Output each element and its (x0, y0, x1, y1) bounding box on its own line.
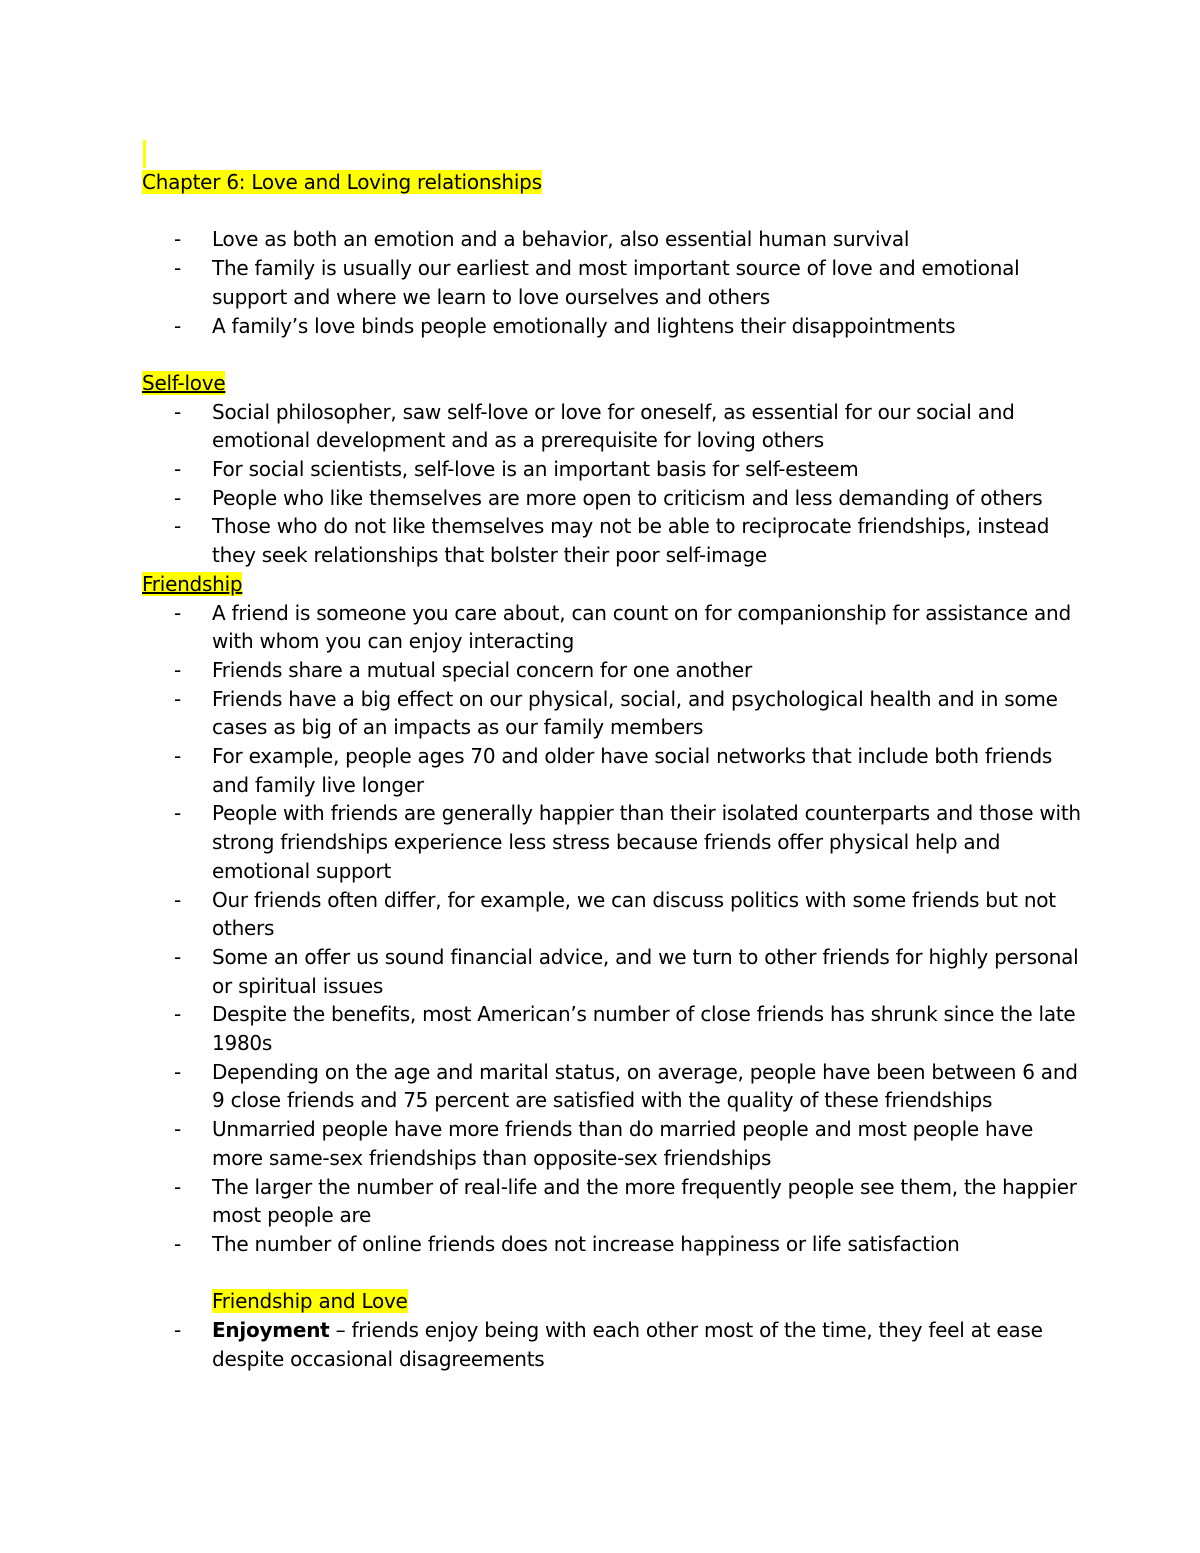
bullet-dash: - (174, 600, 181, 625)
self-love-heading (142, 369, 1082, 398)
bullet-dash: - (174, 657, 181, 682)
list-item: - Depending on the age and marital status, on average, people have been between 6 and 9 close friends and 75 percent are satisfied with the quality of these friendships (174, 1059, 1078, 1113)
list-item: - People with friends are generally happier than their isolated counterparts and those with strong friendships experience less stress because friends offer physical help and emotional support (174, 801, 1081, 883)
bullet-dash: - (174, 1318, 181, 1343)
spacer (142, 1259, 1082, 1288)
bullet-dash: - (174, 1002, 181, 1027)
bullet-dash: - (174, 399, 181, 424)
document-body (142, 140, 1082, 1373)
bullet-dash: - (174, 1059, 181, 1084)
term-definition: – friends enjoy being with each other most of the time, they feel at ease despite occasional disagreements (212, 1318, 1043, 1371)
list-item: - Some an offer us sound financial advice, and we turn to other friends for highly personal or spiritual issues (174, 944, 1079, 998)
friendship-title: Friendship (142, 571, 243, 596)
bullet-dash: - (174, 256, 181, 281)
bullet-dash: - (174, 1231, 181, 1256)
list-item (142, 1316, 1082, 1373)
bullet-dash: - (174, 457, 181, 481)
list-item: - Those who do not like themselves may not be able to reciprocate friendships, instead they seek relationships that bolster their poor self-image (174, 514, 1050, 568)
list-item: - Love as both an emotion and a behavior, also essential human survival (142, 225, 1082, 254)
chapter-title: Chapter 6: Love and Loving relationships (142, 170, 542, 194)
list-item: - Despite the benefits, most American’s number of close friends has shrunk since the late 1980s (174, 1002, 1076, 1056)
friendship-list (142, 599, 1082, 1259)
spacer (142, 340, 1082, 369)
self-love-list (142, 398, 1082, 570)
list-item: - The family is usually our earliest and most important source of love and emotional support and where we learn to love ourselves and others (174, 256, 1020, 309)
list-item: - The larger the number of real-life and the more frequently people see them, the happier most people are (174, 1174, 1077, 1228)
bullet-dash: - (174, 227, 181, 252)
bullet-dash: - (174, 514, 181, 539)
bullet-dash: - (174, 944, 181, 969)
list-item: - The number of online friends does not increase happiness or life satisfaction (142, 1230, 1082, 1259)
list-item: - Friends have a big effect on our physical, social, and psychological health and in some cases as big of an impacts as our family members (174, 686, 1058, 740)
spacer (142, 197, 1082, 226)
friendship-love-title: Friendship and Love (212, 1289, 408, 1314)
list-item: - Social philosopher, saw self-love or love for oneself, as essential for our social and emotional development and as a prerequisite for loving others (174, 399, 1015, 453)
list-item: - Friends share a mutual special concern for one another (142, 656, 1082, 685)
bullet-dash: - (174, 686, 181, 711)
self-love-title: Self-love (142, 370, 226, 395)
bullet-dash: - (174, 1117, 181, 1142)
list-item: - For social scientists, self-love is an important basis for self-esteem (142, 455, 1082, 484)
bullet-dash: - (174, 1174, 181, 1199)
bullet-dash: - (174, 313, 181, 338)
list-item: - Unmarried people have more friends than do married people and most people have more same-sex friendships than opposite-sex friendships (174, 1117, 1034, 1170)
friendship-love-heading (142, 1287, 1082, 1316)
chapter-list (142, 225, 1082, 340)
list-item: - Our friends often differ, for example, we can discuss politics with some friends but not others (174, 887, 1056, 941)
term-enjoyment: Enjoyment (212, 1318, 330, 1343)
list-item: - A friend is someone you care about, can count on for companionship for assistance and with whom you can enjoy interacting (174, 600, 1071, 654)
list-item: - A family’s love binds people emotionally and lightens their disappointments (142, 312, 1082, 341)
bullet-dash: - (174, 485, 181, 510)
text-cursor-highlight (143, 140, 146, 168)
friendship-love-list (142, 1316, 1082, 1373)
chapter-heading (142, 168, 1082, 197)
bullet-dash: - (174, 801, 181, 826)
friendship-heading (142, 570, 1082, 599)
list-item: - For example, people ages 70 and older have social networks that include both friends and family live longer (174, 744, 1053, 797)
bullet-dash: - (174, 744, 181, 769)
list-item: - People who like themselves are more open to criticism and less demanding of others (142, 484, 1082, 513)
bullet-dash: - (174, 887, 181, 912)
